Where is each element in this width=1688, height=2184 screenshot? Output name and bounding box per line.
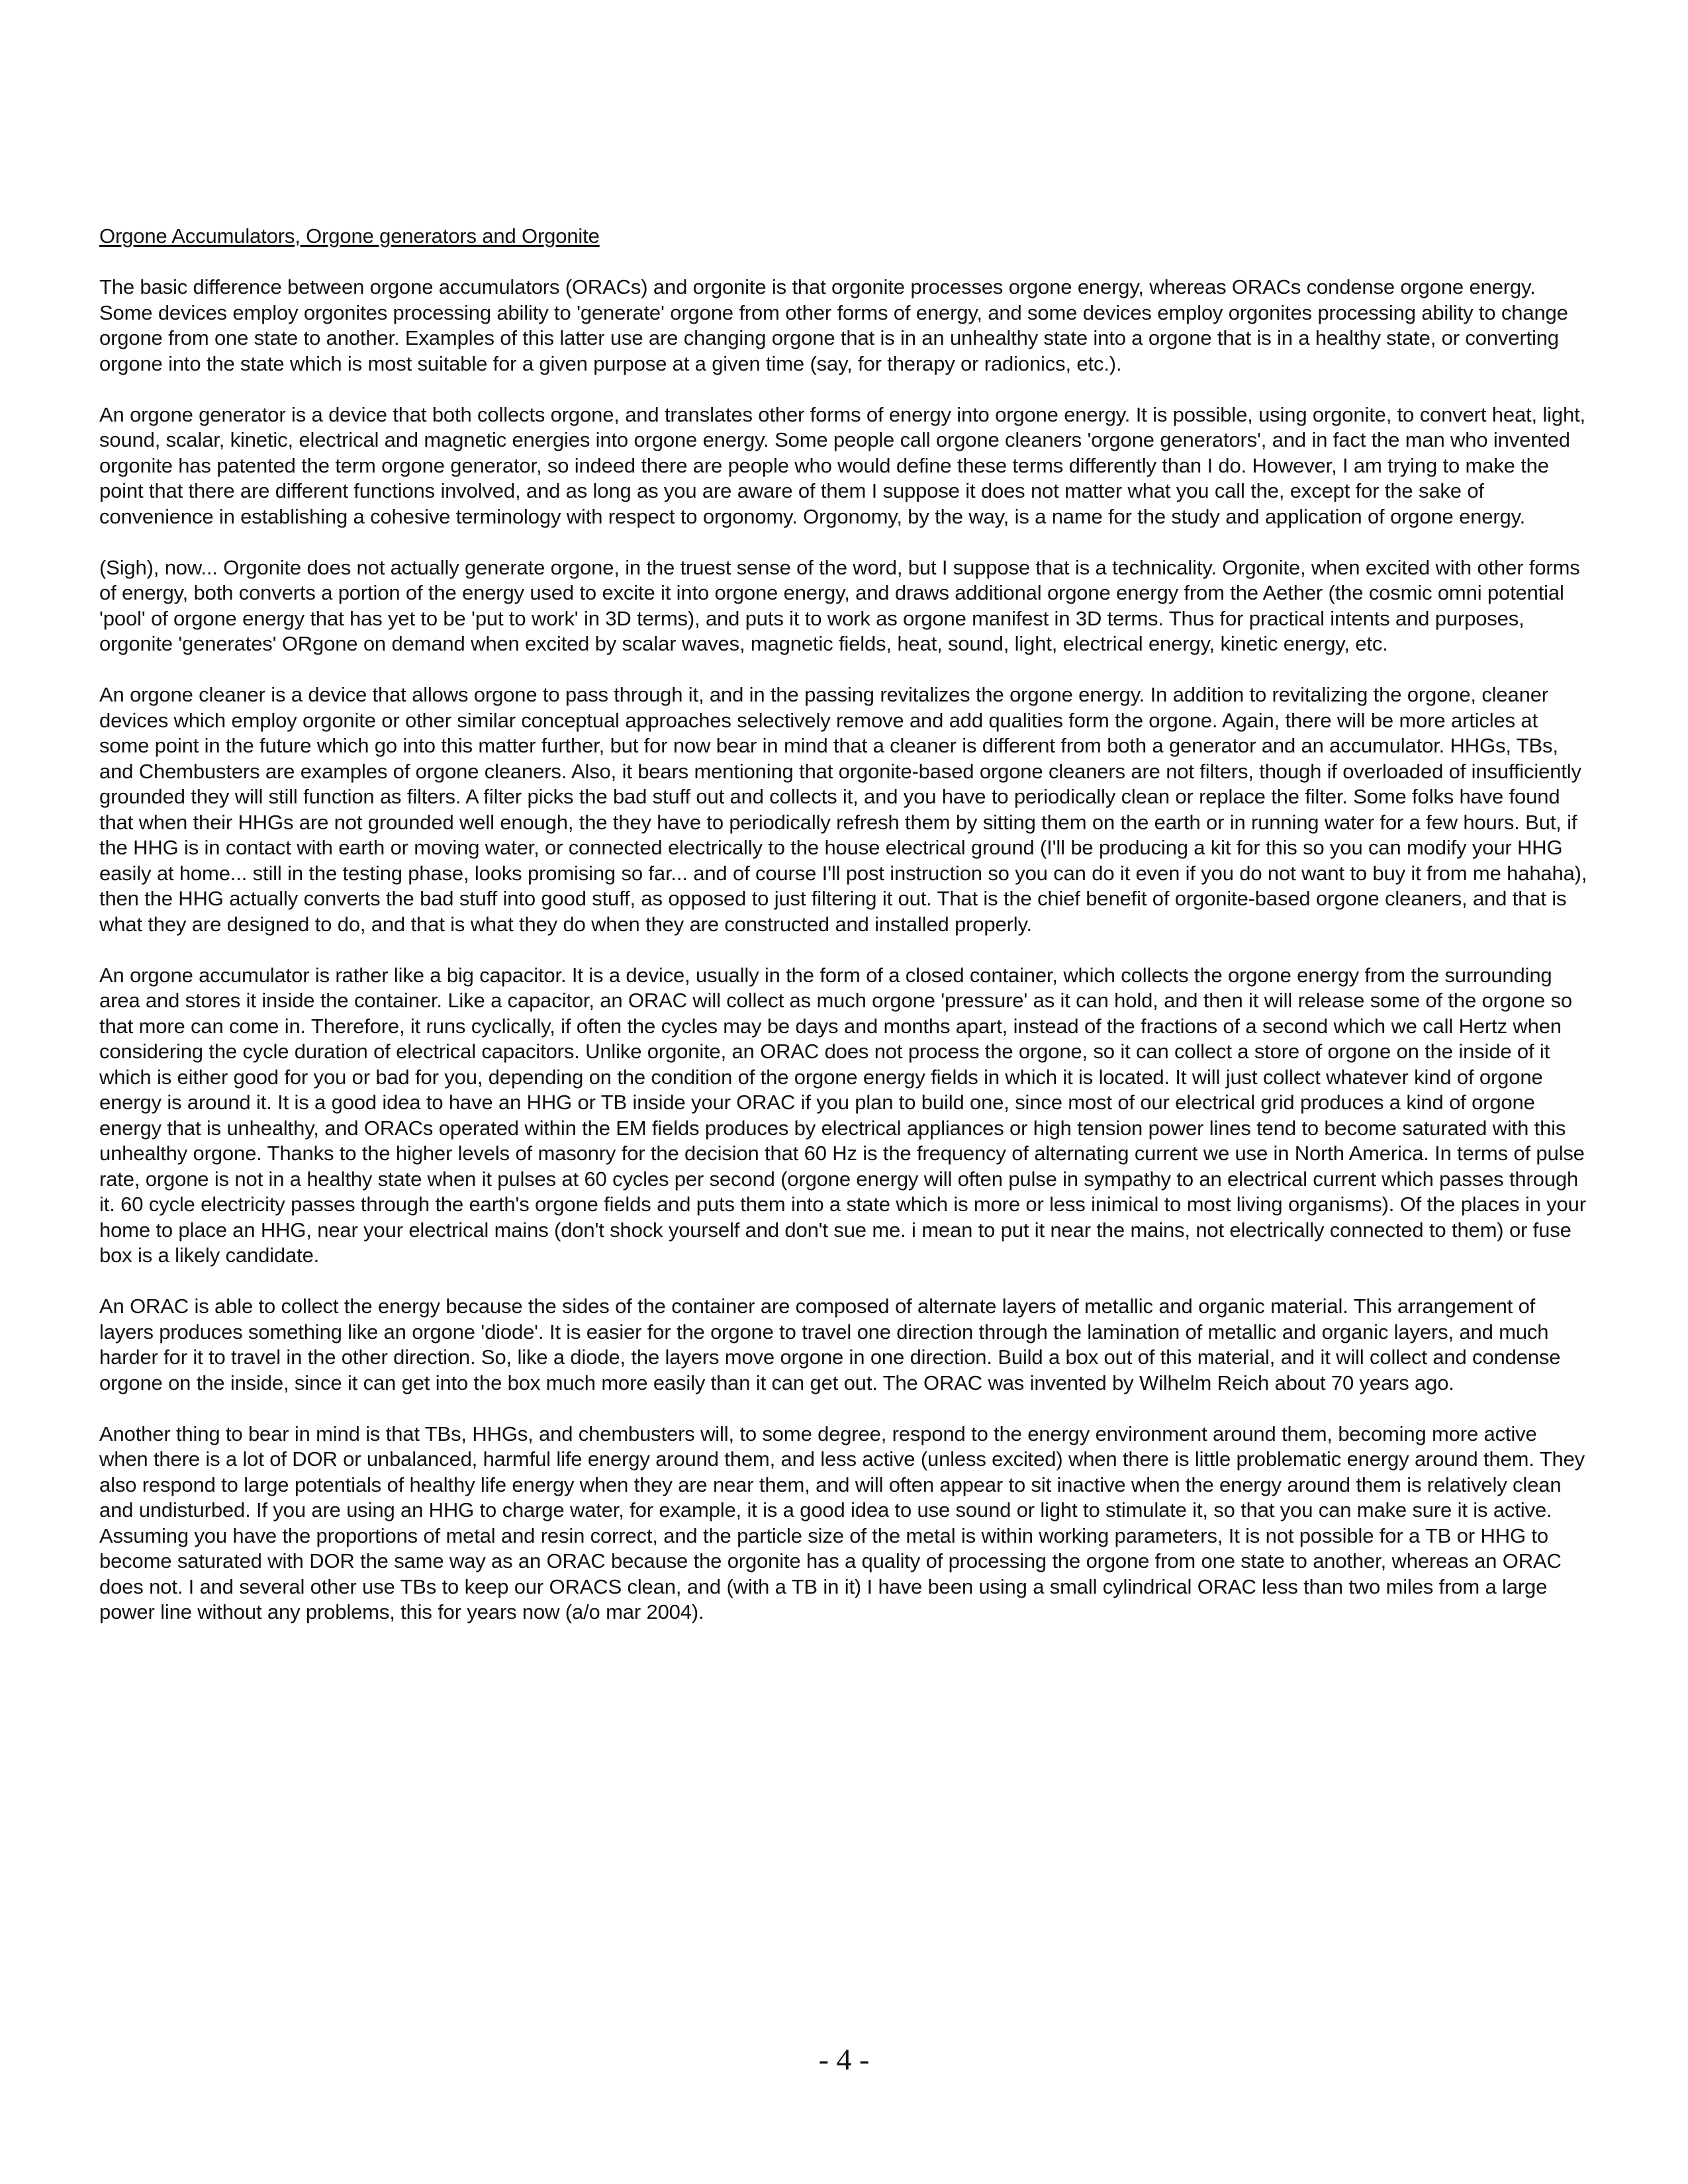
paragraph-orac-diode: An ORAC is able to collect the energy because the sides of the container are composed of alternate layers of metallic and organic material. This arrangement of layers produces something like an orgone 'diode'. It is easier for the orgone to travel one direction through the lamination of metallic and organic layers, and much harder for it to travel in the other direction. So, like a diode, the layers move orgone in one direction. Build a box out of this material, and it will collect and condense orgone on the inside, since it can get into the box much more easily than it can get out. The ORAC was invented by Wilhelm Reich about 70 years ago. [99, 1295, 1561, 1394]
paragraph-energy-environment: Another thing to bear in mind is that TBs, HHGs, and chembusters will, to some degree, respond to the energy environment around them, becoming more active when there is a lot of DOR or unbalanced, harmful life energy around them, and less active (unless excited) when there is little problematic energy around them. They also respond to large potentials of healthy life energy when they are near them, and will often appear to sit inactive when the energy around them is relatively clean and undisturbed. If you are using an HHG to charge water, for example, it is a good idea to use sound or light to stimulate it, so that you can make sure it is active. Assuming you have the proportions of metal and resin correct, and the particle size of the metal is within working parameters, It is not possible for a TB or HHG to become saturated with DOR the same way as an ORAC because the orgonite has a quality of processing the orgone from one state to another, whereas an ORAC does not. I and several other use TBs to keep our ORACS clean, and (with a TB in it) I have been using a small cylindrical ORAC less than two miles from a large power line without any problems, this for years now (a/o mar 2004). [99, 1422, 1585, 1623]
page-number: - 4 - [818, 2042, 870, 2076]
paragraph-orgone-generator: An orgone generator is a device that both collects orgone, and translates other forms of energy into orgone energy. It is possible, using orgonite, to convert heat, light, sound, scalar, kinetic, electrical and magnetic energies into orgone energy. Some people call orgone cleaners 'orgone generators', and in fact the man who invented orgonite has patented the term orgone generator, so indeed there are people who would define these terms differently than I do. However, I am trying to make the point that there are different functions involved, and as long as you are aware of them I suppose it does not matter what you call the, except for the sake of convenience in establishing a cohesive terminology with respect to orgonomy. Orgonomy, by the way, is a name for the study and application of orgone energy. [99, 402, 1586, 528]
paragraph-orgone-cleaner: An orgone cleaner is a device that allows orgone to pass through it, and in the passing revitalizes the orgone energy. In addition to revitalizing the orgone, cleaner devices which employ orgonite or other similar conceptual approaches selectively remove and add qualities form the orgone. Again, there will be more articles at some point in the future which go into this matter further, but for now bear in mind that a cleaner is different from both a generator and an accumulator. HHGs, TBs, and Chembusters are examples of orgone cleaners. Also, it bears mentioning that orgonite-based orgone cleaners are not filters, though if overloaded of insufficiently grounded they will still function as filters. A filter picks the bad stuff out and collects it, and you have to periodically clean or replace the filter. Some folks have found that when their HHGs are not grounded well enough, the they have to periodically refresh them by sitting them on the earth or in running water for a few hours. But, if the HHG is in contact with earth or moving water, or connected electrically to the house electrical ground (I'll be producing a kit for this so you can modify your HHG easily at home... still in the testing phase, looks promising so far... and of course I'll post instruction so you can do it even if you do not want to buy it from me hahaha), then the HHG actually converts the bad stuff into good stuff, as opposed to just filtering it out. That is the chief benefit of orgonite-based orgone cleaners, and that is what they are designed to do, and that is what they do when they are constructed and installed properly. [99, 683, 1587, 936]
paragraph-orac-vs-orgonite: The basic difference between orgone accumulators (ORACs) and orgonite is that orgonite processes orgone energy, whereas ORACs condense orgone energy. Some devices employ orgonites processing ability to 'generate' orgone from other forms of energy, and some devices employ orgonites processing ability to change orgone from one state to another. Examples of this latter use are changing orgone that is in an unhealthy state into a orgone that is in a healthy state, or converting orgone into the state which is most suitable for a given purpose at a given time (say, for therapy or radionics, etc.). [99, 275, 1568, 375]
paragraph-orgone-accumulator: An orgone accumulator is rather like a big capacitor. It is a device, usually in the form of a closed container, which collects the orgone energy from the surrounding area and stores it inside the container. Like a capacitor, an ORAC will collect as much orgone 'pressure' as it can hold, and then it will release some of the orgone so that more can come in. Therefore, it runs cyclically, if often the cycles may be days and months apart, instead of the fractions of a second which we call Hertz when considering the cycle duration of electrical capacitors. Unlike orgonite, an ORAC does not process the orgone, so it can collect a store of orgone on the inside of it which is either good for you or bad for you, depending on the condition of the orgone energy fields in which it is located. It will just collect whatever kind of orgone energy is around it. It is a good idea to have an HHG or TB inside your ORAC if you plan to build one, since most of our electrical grid produces a kind of orgone energy that is unhealthy, and ORACs operated within the EM fields produces by electrical appliances or high tension power lines tend to become saturated with this unhealthy orgone. Thanks to the higher levels of masonry for the decision that 60 Hz is the frequency of alternating current we use in North America. In terms of pulse rate, orgone is not in a healthy state when it pulses at 60 cycles per second (orgone energy will often pulse in sympathy to an electrical current which passes through it. 60 cycle electricity passes through the earth's orgone fields and puts them into a state which is more or less inimical to most living organisms). Of the places in your home to place an HHG, near your electrical mains (don't shock yourself and don't sue me. i mean to put it near the mains, not electrically connected to them) or fuse box is a likely candidate. [99, 963, 1586, 1267]
paragraph-orgonite-generation: (Sigh), now... Orgonite does not actually generate orgone, in the truest sense of the word, but I suppose that is a technicality. Orgonite, when excited with other forms of energy, both converts a portion of the energy used to excite it into orgone energy, and draws additional orgone energy from the Aether (the cosmic omni potential 'pool' of orgone energy that has yet to be 'put to work' in 3D terms), and puts it to work as orgone manifest in 3D terms. Thus for practical intents and purposes, orgonite 'generates' ORgone on demand when excited by scalar waves, magnetic fields, heat, sound, light, electrical energy, kinetic energy, etc. [99, 555, 1580, 655]
article-body [99, 224, 1589, 1651]
article-heading: Orgone Accumulators, Orgone generators and Orgonite [99, 224, 600, 248]
